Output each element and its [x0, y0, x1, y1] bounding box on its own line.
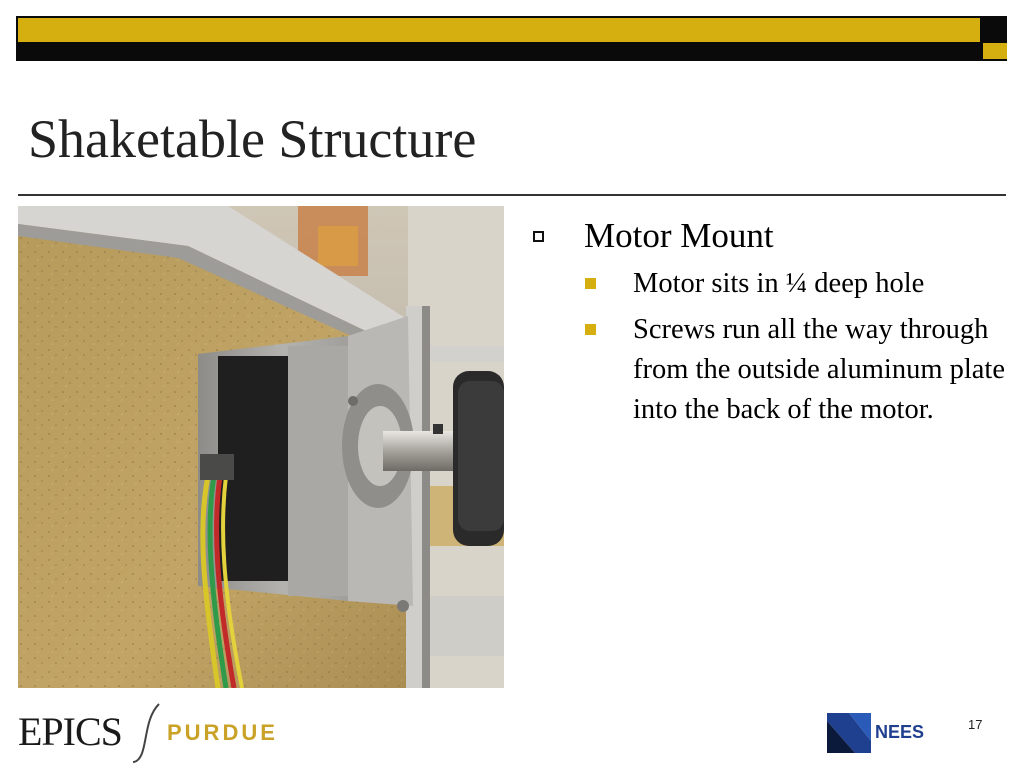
sub-bullet-text: Motor sits in ¼ deep hole: [633, 268, 925, 299]
bullet-main-text: Motor Mount: [584, 216, 774, 255]
page-number: 17: [968, 717, 983, 732]
bullet-list: [530, 214, 1010, 430]
epics-slash-icon: [131, 702, 165, 764]
nees-logo-icon: [827, 713, 871, 753]
hollow-square-bullet-icon: [533, 231, 544, 242]
header-gold-square: [983, 43, 1007, 59]
gold-square-bullet-icon: [585, 278, 596, 289]
nees-logo-text: NEES: [875, 722, 925, 742]
sub-bullet: [530, 264, 1010, 304]
gold-square-bullet-icon: [585, 324, 596, 335]
sub-bullet-text: Screws run all the way through from the outside aluminum plate into the back of the motor.: [633, 314, 1006, 425]
header-gold-stripe: [18, 18, 980, 42]
purdue-logo: PURDUE: [167, 720, 278, 745]
title-divider: [18, 194, 1006, 196]
epics-logo: EPICS: [18, 709, 122, 754]
bullet-main: [530, 214, 1010, 258]
slide-title: Shaketable Structure: [28, 109, 477, 169]
sub-bullet: [530, 310, 1010, 430]
motor-mount-photo: [18, 206, 504, 688]
